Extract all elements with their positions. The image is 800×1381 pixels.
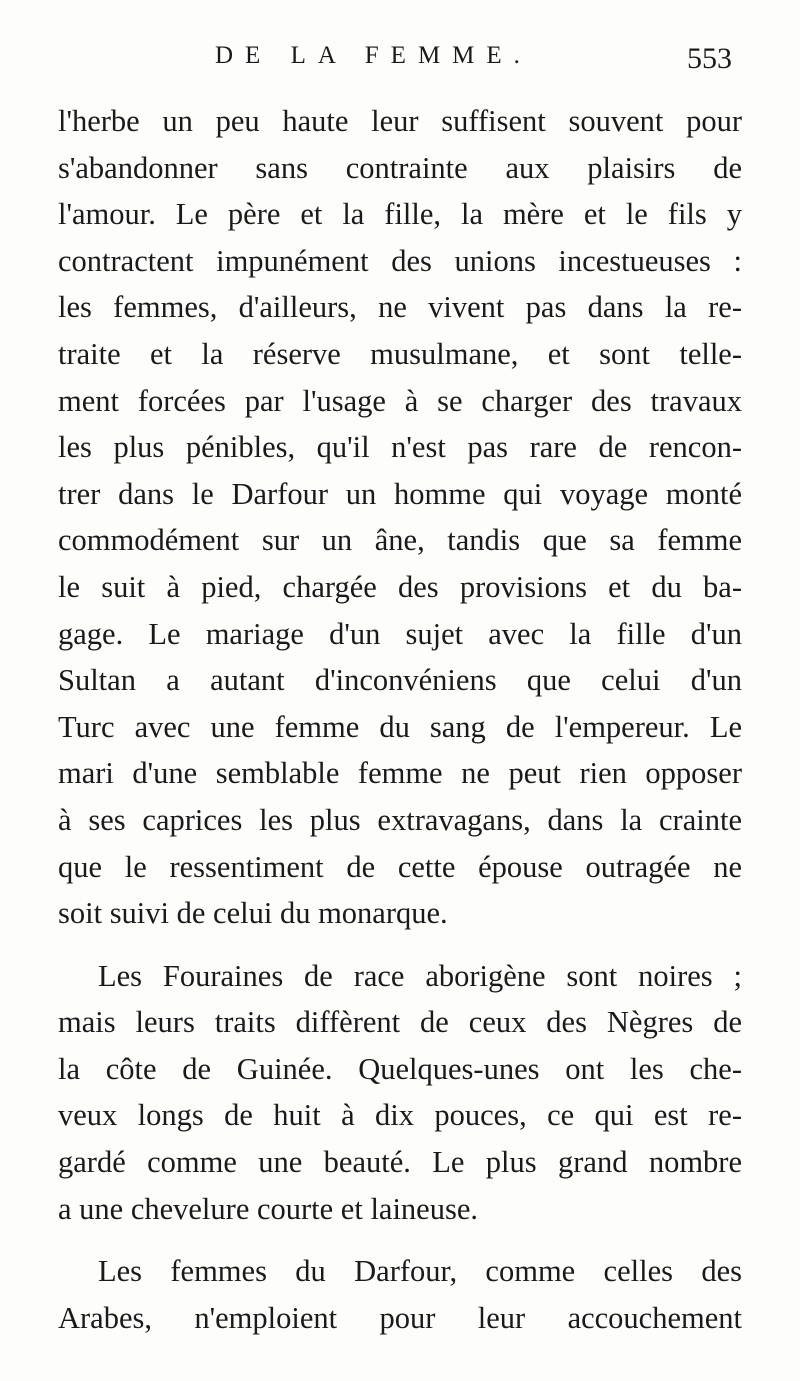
text-line: contractent impunément des unions incestueuses :: [58, 243, 742, 278]
text-line: que le ressentiment de cette épouse outragée ne: [58, 849, 742, 884]
paragraph-1: [58, 98, 742, 937]
text-line: Sultan a autant d'inconvéniens que celui d'un: [58, 663, 742, 698]
text-line: la côte de Guinée. Quelques-unes ont les che-: [58, 1051, 742, 1086]
text-line: les plus pénibles, qu'il n'est pas rare de rencon-: [58, 430, 742, 465]
text-line: ment forcées par l'usage à se charger des travaux: [58, 383, 742, 418]
page-number: 553: [687, 42, 732, 75]
text-line: s'abandonner sans contrainte aux plaisirs de: [58, 150, 742, 185]
text-line: commodément sur un âne, tandis que sa femme: [58, 523, 742, 558]
text-line: les femmes, d'ailleurs, ne vivent pas dans la re-: [58, 290, 742, 325]
text-line: Arabes, n'emploient pour leur accouchement: [58, 1300, 742, 1335]
text-line: traite et la réserve musulmane, et sont telle-: [58, 336, 742, 371]
running-title: DE LA FEMME.: [215, 42, 532, 69]
text-line: Les femmes du Darfour, comme celles des: [98, 1254, 742, 1289]
text-line: trer dans le Darfour un homme qui voyage monté: [58, 476, 742, 511]
text-line: à ses caprices les plus extravagans, dans la crainte: [58, 802, 742, 837]
text-line: l'amour. Le père et la fille, la mère et le fils y: [58, 197, 742, 232]
text-line: Turc avec une femme du sang de l'empereur. Le: [58, 709, 742, 744]
text-line: gardé comme une beauté. Le plus grand nombre: [58, 1145, 742, 1180]
paragraph-gap: [58, 937, 742, 953]
paragraph-2: [58, 953, 742, 1233]
body-text: [58, 98, 742, 1341]
text-line: Les Fouraines de race aborigène sont noires ;: [98, 958, 742, 993]
text-line: a une chevelure courte et laineuse.: [58, 1191, 479, 1226]
text-line: mari d'une semblable femme ne peut rien opposer: [58, 756, 742, 791]
text-line: soit suivi de celui du monarque.: [58, 896, 448, 931]
text-line: le suit à pied, chargée des provisions et du ba-: [58, 569, 742, 604]
paragraph-gap: [58, 1232, 742, 1248]
text-line: gage. Le mariage d'un sujet avec la fille d'un: [58, 616, 742, 651]
text-line: l'herbe un peu haute leur suffisent souvent pour: [58, 104, 742, 138]
text-line: veux longs de huit à dix pouces, ce qui est re-: [58, 1098, 742, 1133]
text-line: mais leurs traits diffèrent de ceux des Nègres de: [58, 1005, 742, 1040]
paragraph-3: [58, 1248, 742, 1341]
